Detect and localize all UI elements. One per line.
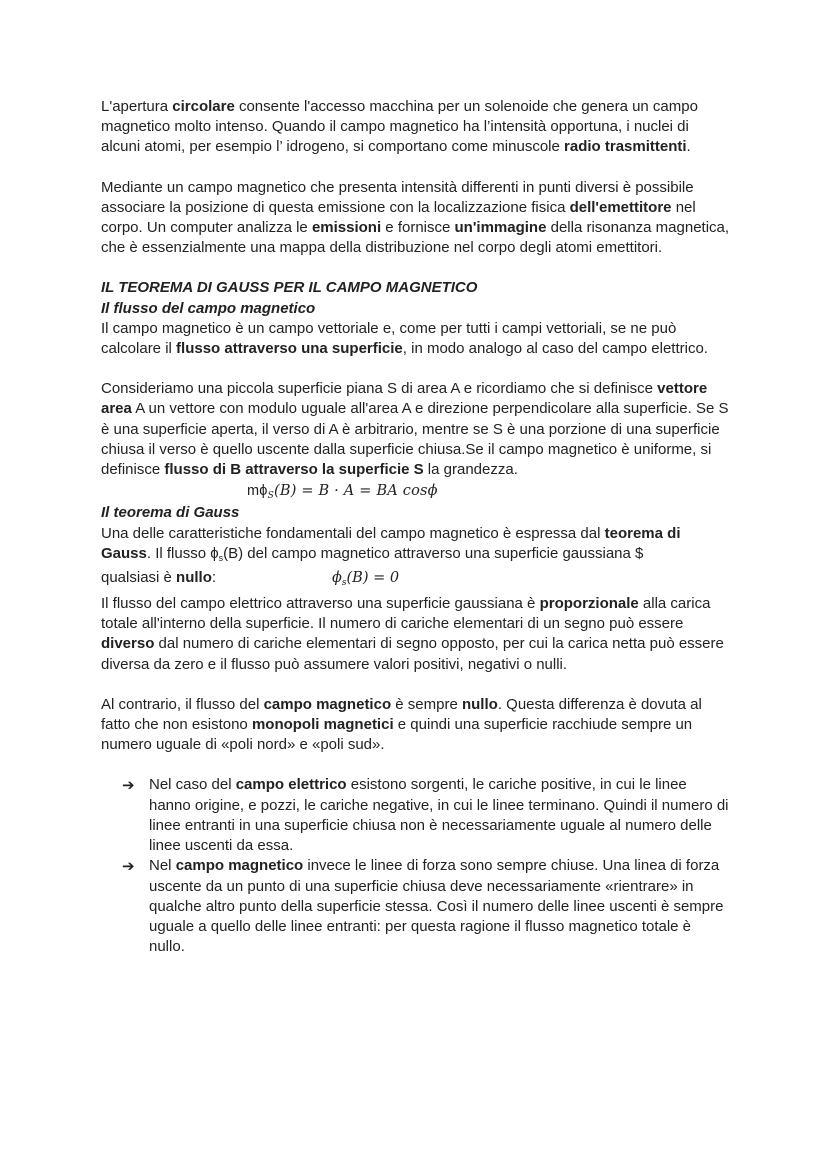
text: Al contrario, il flusso del (101, 695, 264, 713)
spacer (101, 755, 731, 775)
paragraph-gauss (101, 524, 731, 564)
paragraph-emission (101, 178, 731, 259)
list-item (122, 856, 731, 957)
formula-subscript: S (267, 491, 274, 502)
text: della risonanza magnetica, che è essenzialmente una mappa della distribuzione nel corpo degli atomi emettitori. (101, 219, 730, 257)
bold-text: emissioni (311, 219, 382, 237)
text: . Il flusso (146, 544, 211, 562)
arrow-bullet-icon: ➔ (122, 857, 135, 876)
formula-body: (B) = 0 (346, 570, 400, 587)
phi-symbol: ϕ (210, 544, 219, 562)
gauss-formula (332, 568, 399, 588)
phi-symbol: ϕ (332, 570, 342, 587)
text: la grandezza. (423, 461, 518, 479)
spacer (101, 158, 731, 178)
bold-text: campo elettrico (235, 776, 347, 794)
text: , in modo analogo al caso del campo elettrico. (402, 340, 708, 358)
subscript: s (341, 578, 347, 589)
section-heading: IL TEOREMA DI GAUSS PER IL CAMPO MAGNETICO (101, 279, 478, 297)
bold-text: circolare (172, 98, 235, 115)
phi-symbol: ϕ (259, 483, 268, 500)
bold-text: un'immagine (454, 219, 547, 237)
arrow-bullet-icon: ➔ (122, 776, 135, 795)
bold-text: nullo (461, 695, 498, 713)
text: esistono sorgenti, le cariche positive, in cui le linee hanno origine, e pozzi, le cariche negative, in cui le linee terminano. Quindi il numero di linee entranti in una superficie chiusa non è necessariamente uguale al numero delle linee uscenti da essa. (149, 776, 729, 855)
bold-text: proporzionale (539, 595, 639, 613)
bold-text: diverso (101, 635, 155, 653)
bold-text: teorema di Gauss (101, 524, 681, 562)
bold-text: dell'emettitore (569, 198, 672, 216)
text: Nel caso del (149, 776, 236, 794)
text: Mediante un campo magnetico che presenta intensità differenti in punti diversi è possibile associare la posizione di questa emissione con la localizzazione fisica (101, 178, 694, 216)
text: e quindi una superficie racchiude sempre un numero uguale di «poli nord» e «poli sud». (101, 716, 693, 754)
document-page (101, 97, 731, 957)
paragraph-vector-area (101, 379, 731, 480)
text: Una delle caratteristiche fondamentali del campo magnetico è espressa dal (101, 524, 605, 542)
spacer (101, 258, 731, 278)
paragraph-null-flux (101, 568, 731, 588)
formula-body: (B) = B · A = BA cosϕ (273, 483, 438, 500)
text: alla carica totale all'interno della superficie. Il numero di cariche elementari di un segno può essere (101, 595, 711, 633)
text: qualsiasi è (101, 569, 177, 587)
text: nel corpo. Un computer analizza le (101, 198, 696, 237)
text: . (686, 138, 691, 156)
flux-formula (101, 481, 731, 501)
bold-text: vettore area (101, 380, 708, 418)
text: consente l'accesso macchina per un solenoide che genera un campo magnetico molto intenso. Quando il campo magnetico ha l’intensità opportuna, i nuclei di alcuni atomi, per esempio l’ idrogeno, si comportano come minuscole (101, 98, 698, 156)
text: Nel (149, 857, 176, 875)
list-item (122, 775, 731, 856)
paragraph-monopoles (101, 695, 731, 756)
subsection-heading: Il flusso del campo magnetico (101, 299, 316, 317)
text: L'apertura (101, 98, 173, 115)
bold-text: campo magnetico (175, 857, 304, 875)
bold-text: nullo (176, 569, 212, 587)
paragraph-electric-flux (101, 594, 731, 675)
text: A un vettore con modulo uguale all'area A e direzione perpendicolare alla superficie. Se S è una superficie aperta, il verso di A è arbitrario, mentre se S è una porzione di una superficie chiusa il verso è quello uscente dalla superficie chiusa.Se il campo magnetico è uniforme, si definisce (101, 400, 729, 479)
spacer (101, 359, 731, 379)
subsection-heading: Il teorema di Gauss (101, 504, 240, 522)
text: Il campo magnetico è un campo vettoriale e, come per tutti i campi vettoriali, se ne può calcolare il (101, 319, 677, 358)
subscript: s (218, 552, 224, 563)
text: è sempre (391, 695, 462, 713)
paragraph-flux (101, 319, 731, 359)
bold-text: flusso attraverso una superficie (176, 340, 403, 358)
text: (B) del campo magnetico attraverso una superficie gaussiana $ (223, 544, 644, 562)
formula-prefix: m (247, 483, 260, 500)
text: : (211, 569, 217, 587)
text: Consideriamo una piccola superficie piana S di area A e ricordiamo che si definisce (101, 380, 658, 398)
bold-text: monopoli magnetici (251, 716, 394, 734)
spacer (101, 675, 731, 695)
paragraph-intro (101, 97, 731, 158)
bold-text: campo magnetico (263, 695, 392, 713)
bullet-list (101, 775, 731, 957)
text: Il flusso del campo elettrico attraverso una superficie gaussiana è (101, 595, 540, 613)
bold-text: flusso di B attraverso la superficie S (164, 461, 424, 479)
text: dal numero di cariche elementari di segno opposto, per cui la carica netta può essere diversa da zero e il flusso può assumere valori positivi, negativi o nulli. (101, 635, 724, 673)
text: invece le linee di forza sono sempre chiuse. Una linea di forza uscente da un punto di una superficie chiusa deve necessariamente «rientrare» in qualche altro punto della superficie stessa. Così il numero delle linee uscenti è sempre uguale a quello delle linee entranti: per questa ragione il flusso magnetico totale è nullo. (149, 857, 724, 956)
text: . Questa differenza è dovuta al fatto che non esistono (101, 695, 702, 734)
bold-text: radio trasmittenti (564, 138, 687, 156)
text: e fornisce (381, 219, 455, 237)
